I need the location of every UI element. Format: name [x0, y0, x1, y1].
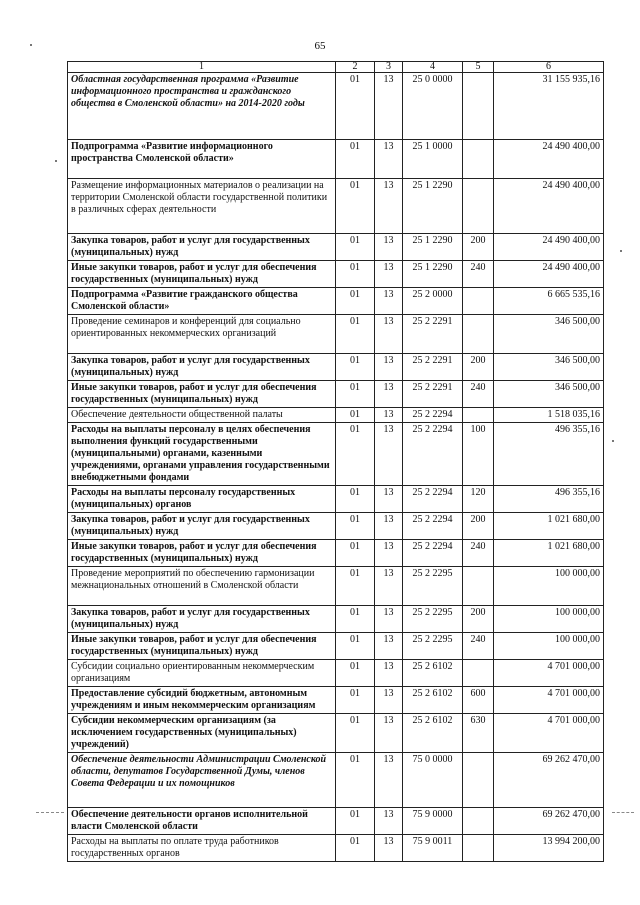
budget-table: [67, 61, 604, 862]
column-header: 6: [494, 62, 604, 73]
row-name: Обеспечение деятельности органов исполнительной власти Смоленской области: [68, 808, 336, 835]
row-section: 01: [336, 288, 375, 315]
row-subsection: 13: [375, 606, 403, 633]
row-amount: 100 000,00: [494, 606, 604, 633]
row-amount: 24 490 400,00: [494, 261, 604, 288]
table-row: [68, 513, 604, 540]
row-subsection: 13: [375, 835, 403, 862]
row-target-code: 25 2 2294: [403, 540, 463, 567]
row-expense-type: 240: [463, 381, 494, 408]
table-row: [68, 423, 604, 486]
row-amount: 1 518 035,16: [494, 408, 604, 423]
row-subsection: 13: [375, 179, 403, 234]
table-row: [68, 567, 604, 606]
table-row: [68, 288, 604, 315]
row-name: Расходы на выплаты по оплате труда работников государственных органов: [68, 835, 336, 862]
row-expense-type: 200: [463, 606, 494, 633]
row-subsection: 13: [375, 315, 403, 354]
row-amount: 1 021 680,00: [494, 540, 604, 567]
row-name: Размещение информационных материалов о реализации на территории Смоленской области государственной политики в различных сферах деятельности: [68, 179, 336, 234]
scan-speck: [30, 44, 32, 46]
table-row: [68, 179, 604, 234]
row-section: 01: [336, 687, 375, 714]
row-subsection: 13: [375, 714, 403, 753]
row-section: 01: [336, 835, 375, 862]
row-expense-type: [463, 73, 494, 140]
table-row: [68, 354, 604, 381]
row-section: 01: [336, 73, 375, 140]
table-row: [68, 73, 604, 140]
row-amount: 24 490 400,00: [494, 179, 604, 234]
row-section: 01: [336, 315, 375, 354]
row-subsection: 13: [375, 140, 403, 179]
column-header: 2: [336, 62, 375, 73]
table-row: [68, 140, 604, 179]
row-target-code: 25 2 0000: [403, 288, 463, 315]
row-section: 01: [336, 261, 375, 288]
column-header: 5: [463, 62, 494, 73]
row-expense-type: 240: [463, 261, 494, 288]
row-section: 01: [336, 423, 375, 486]
row-section: 01: [336, 486, 375, 513]
table-row: [68, 714, 604, 753]
row-name: Закупка товаров, работ и услуг для государственных (муниципальных) нужд: [68, 606, 336, 633]
row-target-code: 25 2 2291: [403, 354, 463, 381]
row-name: Субсидии социально ориентированным некоммерческим организациям: [68, 660, 336, 687]
row-amount: 24 490 400,00: [494, 140, 604, 179]
table-row: [68, 315, 604, 354]
row-name: Проведение семинаров и конференций для социально ориентированных некоммерческих организаций: [68, 315, 336, 354]
row-amount: 69 262 470,00: [494, 753, 604, 808]
row-expense-type: 200: [463, 513, 494, 540]
table-row: [68, 633, 604, 660]
row-amount: 346 500,00: [494, 381, 604, 408]
row-section: 01: [336, 513, 375, 540]
row-section: 01: [336, 381, 375, 408]
row-expense-type: [463, 660, 494, 687]
row-target-code: 25 2 6102: [403, 660, 463, 687]
row-amount: 4 701 000,00: [494, 714, 604, 753]
row-expense-type: 200: [463, 234, 494, 261]
scan-speck: [612, 440, 614, 442]
row-amount: 496 355,16: [494, 486, 604, 513]
column-header: 4: [403, 62, 463, 73]
scan-speck: [55, 160, 57, 162]
row-name: Обеспечение деятельности Администрации Смоленской области, депутатов Государственной Думы, членов Совета Федерации и их помощников: [68, 753, 336, 808]
row-name: Обеспечение деятельности общественной палаты: [68, 408, 336, 423]
row-target-code: 75 9 0000: [403, 808, 463, 835]
row-target-code: 75 0 0000: [403, 753, 463, 808]
row-amount: 346 500,00: [494, 315, 604, 354]
row-target-code: 25 2 2291: [403, 315, 463, 354]
row-target-code: 75 9 0011: [403, 835, 463, 862]
row-amount: 69 262 470,00: [494, 808, 604, 835]
row-expense-type: 100: [463, 423, 494, 486]
row-expense-type: 200: [463, 354, 494, 381]
row-expense-type: 240: [463, 540, 494, 567]
row-expense-type: [463, 567, 494, 606]
row-section: 01: [336, 606, 375, 633]
row-amount: 100 000,00: [494, 567, 604, 606]
row-target-code: 25 2 2295: [403, 567, 463, 606]
table-row: [68, 660, 604, 687]
row-name: Закупка товаров, работ и услуг для государственных (муниципальных) нужд: [68, 354, 336, 381]
row-section: 01: [336, 354, 375, 381]
row-subsection: 13: [375, 408, 403, 423]
row-expense-type: 120: [463, 486, 494, 513]
budget-table-container: [67, 61, 603, 862]
row-name: Проведение мероприятий по обеспечению гармонизации межнациональных отношений в Смоленской области: [68, 567, 336, 606]
row-section: 01: [336, 567, 375, 606]
scan-dash-right: [612, 812, 634, 813]
row-expense-type: [463, 808, 494, 835]
row-expense-type: 630: [463, 714, 494, 753]
column-header: 1: [68, 62, 336, 73]
row-section: 01: [336, 714, 375, 753]
row-subsection: 13: [375, 753, 403, 808]
table-row: [68, 234, 604, 261]
row-target-code: 25 2 6102: [403, 714, 463, 753]
row-name: Расходы на выплаты персоналу в целях обеспечения выполнения функций государственными (муниципальными) органами, казенными учреждениями, органами управления государственными внебюджетными фондами: [68, 423, 336, 486]
row-target-code: 25 0 0000: [403, 73, 463, 140]
row-section: 01: [336, 808, 375, 835]
row-amount: 4 701 000,00: [494, 687, 604, 714]
row-target-code: 25 1 2290: [403, 234, 463, 261]
row-subsection: 13: [375, 513, 403, 540]
row-name: Иные закупки товаров, работ и услуг для обеспечения государственных (муниципальных) нужд: [68, 381, 336, 408]
row-subsection: 13: [375, 660, 403, 687]
table-row: [68, 486, 604, 513]
row-section: 01: [336, 140, 375, 179]
table-row: [68, 381, 604, 408]
row-section: 01: [336, 408, 375, 423]
row-subsection: 13: [375, 288, 403, 315]
row-target-code: 25 1 2290: [403, 179, 463, 234]
row-target-code: 25 2 2294: [403, 423, 463, 486]
row-subsection: 13: [375, 540, 403, 567]
row-subsection: 13: [375, 73, 403, 140]
row-subsection: 13: [375, 234, 403, 261]
row-subsection: 13: [375, 808, 403, 835]
row-amount: 100 000,00: [494, 633, 604, 660]
row-subsection: 13: [375, 423, 403, 486]
row-section: 01: [336, 633, 375, 660]
row-name: Предоставление субсидий бюджетным, автономным учреждениям и иным некоммерческим организациям: [68, 687, 336, 714]
row-name: Иные закупки товаров, работ и услуг для обеспечения государственных (муниципальных) нужд: [68, 633, 336, 660]
column-header: 3: [375, 62, 403, 73]
row-subsection: 13: [375, 354, 403, 381]
row-subsection: 13: [375, 567, 403, 606]
row-expense-type: [463, 408, 494, 423]
row-expense-type: 600: [463, 687, 494, 714]
row-expense-type: [463, 288, 494, 315]
table-row: [68, 753, 604, 808]
row-expense-type: 240: [463, 633, 494, 660]
row-section: 01: [336, 540, 375, 567]
row-subsection: 13: [375, 381, 403, 408]
row-name: Закупка товаров, работ и услуг для государственных (муниципальных) нужд: [68, 513, 336, 540]
row-subsection: 13: [375, 687, 403, 714]
row-amount: 4 701 000,00: [494, 660, 604, 687]
row-name: Областная государственная программа «Развитие информационного пространства и гражданского общества в Смоленской области» на 2014-2020 годы: [68, 73, 336, 140]
row-section: 01: [336, 753, 375, 808]
row-target-code: 25 2 2294: [403, 408, 463, 423]
row-expense-type: [463, 140, 494, 179]
row-subsection: 13: [375, 486, 403, 513]
row-section: 01: [336, 234, 375, 261]
row-amount: 6 665 535,16: [494, 288, 604, 315]
row-target-code: 25 2 2294: [403, 486, 463, 513]
row-amount: 496 355,16: [494, 423, 604, 486]
row-amount: 1 021 680,00: [494, 513, 604, 540]
row-name: Иные закупки товаров, работ и услуг для обеспечения государственных (муниципальных) нужд: [68, 540, 336, 567]
table-row: [68, 606, 604, 633]
row-expense-type: [463, 835, 494, 862]
table-row: [68, 808, 604, 835]
row-subsection: 13: [375, 261, 403, 288]
row-target-code: 25 1 0000: [403, 140, 463, 179]
row-name: Субсидии некоммерческим организациям (за исключением государственных (муниципальных) учреждений): [68, 714, 336, 753]
table-row: [68, 540, 604, 567]
row-target-code: 25 2 2294: [403, 513, 463, 540]
row-name: Расходы на выплаты персоналу государственных (муниципальных) органов: [68, 486, 336, 513]
row-target-code: 25 2 2291: [403, 381, 463, 408]
row-target-code: 25 2 2295: [403, 633, 463, 660]
row-section: 01: [336, 179, 375, 234]
column-header-row: [68, 62, 604, 73]
row-amount: 24 490 400,00: [494, 234, 604, 261]
table-row: [68, 261, 604, 288]
table-row: [68, 687, 604, 714]
row-amount: 13 994 200,00: [494, 835, 604, 862]
scan-dash-left: [36, 812, 64, 813]
row-target-code: 25 2 2295: [403, 606, 463, 633]
row-name: Подпрограмма «Развитие гражданского общества Смоленской области»: [68, 288, 336, 315]
row-expense-type: [463, 753, 494, 808]
row-expense-type: [463, 179, 494, 234]
row-name: Иные закупки товаров, работ и услуг для обеспечения государственных (муниципальных) нужд: [68, 261, 336, 288]
table-row: [68, 835, 604, 862]
row-expense-type: [463, 315, 494, 354]
row-target-code: 25 2 6102: [403, 687, 463, 714]
row-name: Закупка товаров, работ и услуг для государственных (муниципальных) нужд: [68, 234, 336, 261]
table-row: [68, 408, 604, 423]
row-amount: 31 155 935,16: [494, 73, 604, 140]
row-name: Подпрограмма «Развитие информационного пространства Смоленской области»: [68, 140, 336, 179]
row-target-code: 25 1 2290: [403, 261, 463, 288]
row-amount: 346 500,00: [494, 354, 604, 381]
page-number: 65: [314, 40, 326, 52]
row-section: 01: [336, 660, 375, 687]
scan-speck: [620, 250, 622, 252]
row-subsection: 13: [375, 633, 403, 660]
